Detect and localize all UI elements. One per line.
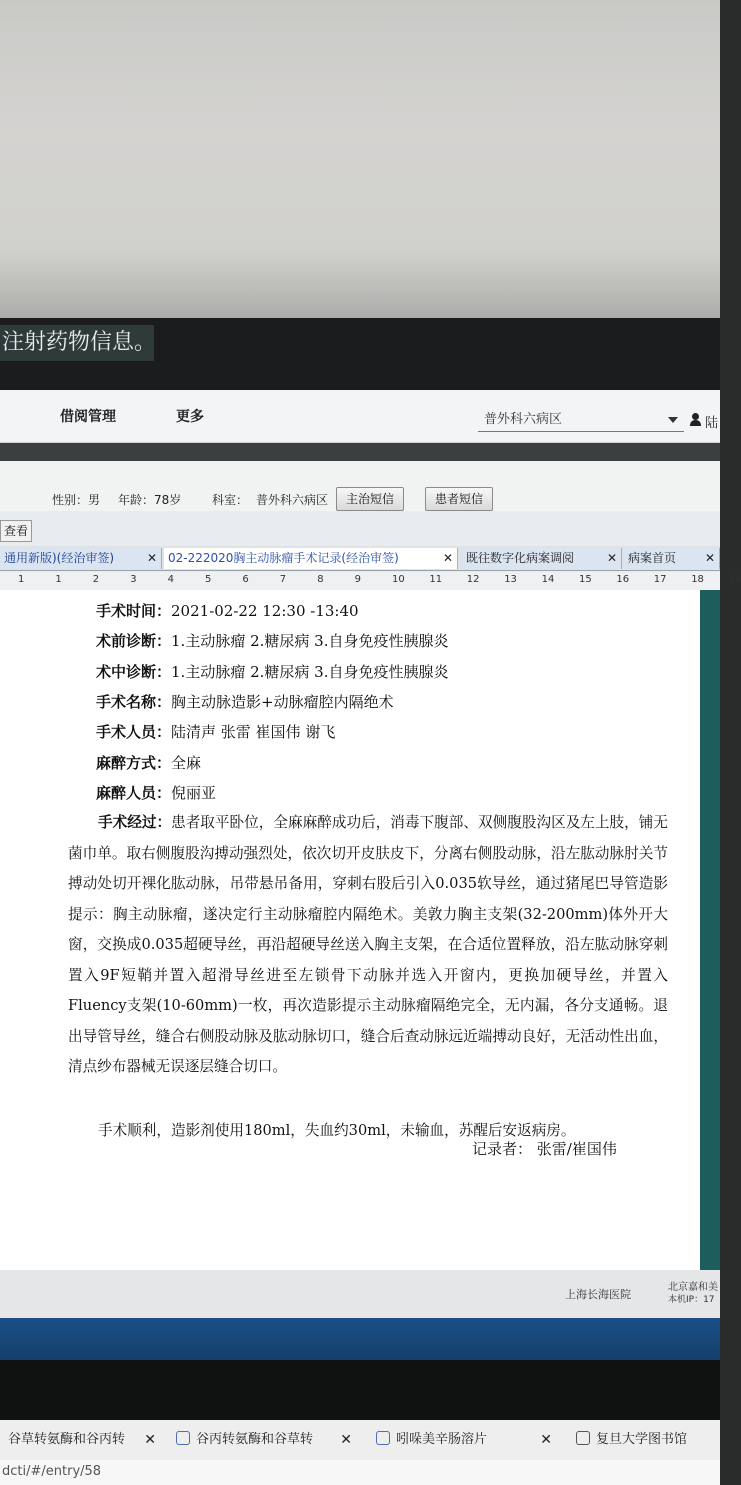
ruler-tick: 5 <box>205 574 212 585</box>
patient-age: 年龄：78岁 <box>118 493 182 507</box>
browser-tab-strip <box>0 1420 720 1460</box>
close-icon[interactable]: ✕ <box>146 551 157 565</box>
ruler-tick: 3 <box>130 574 137 585</box>
tab-digital-archive[interactable] <box>462 548 622 569</box>
ruler-tick: 8 <box>317 574 324 585</box>
tab-label: 通用新版)(经治审签) <box>4 551 115 565</box>
surgery-name-line: 手术名称：胸主动脉造影+动脉瘤腔内隔绝术 <box>96 693 394 711</box>
paw-icon <box>376 1431 390 1445</box>
menu-borrow-management[interactable]: 借阅管理 <box>60 409 116 425</box>
paw-icon <box>176 1431 190 1445</box>
surgery-staff-line: 手术人员：陆清声 张雷 崔国伟 谢飞 <box>96 723 336 741</box>
browser-tab-1[interactable]: 谷草转氨酶和谷丙转 ✕ <box>8 1420 156 1460</box>
ruler-tick: 14 <box>541 574 555 585</box>
wall-shadow <box>0 250 720 322</box>
ruler-tick: 7 <box>279 574 287 585</box>
browser-url-bar[interactable] <box>0 1460 720 1485</box>
anesthesia-staff-line: 麻醉人员：倪丽亚 <box>96 784 217 802</box>
document-page <box>0 590 700 1270</box>
user-name: 陆 <box>705 416 719 431</box>
ruler-tick: 4 <box>167 574 174 585</box>
tab-surgery-record[interactable] <box>164 548 458 569</box>
document-ruler <box>0 572 741 591</box>
recorder-line: 记录者： 张雷/崔国伟 <box>472 1140 617 1158</box>
ruler-tick: 11 <box>429 574 443 585</box>
patient-dept-label: 科室： <box>212 493 249 507</box>
ruler-tick: 18 <box>691 574 704 585</box>
ward-select[interactable] <box>478 408 684 432</box>
preop-diagnosis-line: 术前诊断：1.主动脉瘤 2.糖尿病 3.自身免疫性胰腺炎 <box>96 632 449 650</box>
status-footer <box>0 1270 720 1318</box>
patient-info-bar <box>0 461 720 511</box>
patient-gender: 性别：男 <box>52 493 101 507</box>
user-menu[interactable] <box>692 412 718 431</box>
intraop-diagnosis-line: 术中诊断：1.主动脉瘤 2.糖尿病 3.自身免疫性胰腺炎 <box>96 663 449 681</box>
anesthesia-method-line: 麻醉方式：全麻 <box>96 754 202 772</box>
close-icon[interactable]: ✕ <box>144 1432 156 1448</box>
primary-doctor-sms-button[interactable]: 主治短信 <box>336 487 404 511</box>
phone-bezel <box>0 1360 720 1420</box>
vendor-name: 北京嘉和美 <box>668 1282 718 1293</box>
top-menubar <box>0 390 720 443</box>
close-icon[interactable]: ✕ <box>606 551 617 565</box>
ruler-tick: 1 <box>55 574 62 585</box>
surgery-process-paragraph: 手术经过：患者取平卧位，全麻麻醉成功后，消毒下腹部、双侧腹股沟区及左上肢，铺无菌巾单。取右侧腹股沟搏动强烈处，依次切开皮肤皮下，分离右侧股动脉，沿左肱动脉肘关节搏动处切开裸化肱动脉，吊带悬吊备用，穿刺右股后引入0.035软导丝，通过猪尾巴导管造影提示：胸主动脉瘤，遂决定行主动脉瘤腔内隔绝术。美敦力胸主支架(32-200mm)体外开大窗，交换成0.035超硬导丝，再沿超硬导丝送入胸主支架，在合适位置释放，沿左肱动脉穿刺置入9F短鞘并置入超滑导丝进至左锁骨下动脉并选入开窗内，更换加硬导丝，并置入Fluency支架(10-60mm)一枚，再次造影提示主动脉瘤隔绝完全，无内漏，各分支通畅。退出导管导丝，缝合右侧股动脉及肱动脉切口，缝合后查动脉远近端搏动良好，无活动性出血，清点纱布器械无误逐层缝合切口。 <box>68 814 668 1075</box>
close-icon[interactable]: ✕ <box>540 1432 552 1448</box>
ward-select-value: 普外科六病区 <box>484 412 563 427</box>
surgery-time-line: 手术时间：2021-02-22 12:30 -13:40 <box>96 602 359 620</box>
tab-label: 既往数字化病案调阅 <box>466 551 575 565</box>
notification-toast: 注射药物信息。 <box>0 325 154 361</box>
patient-sms-button[interactable]: 患者短信 <box>425 487 493 511</box>
ruler-tick: 17 <box>653 574 667 585</box>
view-button[interactable]: 查看 <box>0 520 32 542</box>
surgery-summary-paragraph: 手术顺利，造影剂使用180ml，失血约30ml，未输血，苏醒后安返病房。 <box>98 1122 576 1139</box>
host-ip: 本机IP：17 <box>668 1295 715 1305</box>
ruler-tick: 12 <box>466 574 480 585</box>
browser-tab-2[interactable]: 谷丙转氨酶和谷草转 ✕ <box>176 1420 352 1460</box>
monitor-screen <box>0 390 741 1360</box>
patient-dept: 普外科六病区 <box>256 493 329 507</box>
close-icon[interactable]: ✕ <box>442 551 453 565</box>
os-taskbar <box>0 1318 720 1360</box>
ruler-tick: 15 <box>579 574 592 585</box>
document-icon <box>576 1431 590 1445</box>
tab-case-home[interactable] <box>624 548 720 569</box>
chevron-down-icon <box>668 417 678 423</box>
hospital-name: 上海长海医院 <box>565 1288 631 1301</box>
tab-general-record[interactable] <box>0 548 162 569</box>
ruler-tick: 16 <box>616 574 630 585</box>
close-icon[interactable]: ✕ <box>704 551 715 565</box>
ruler-tick: 13 <box>504 574 517 585</box>
user-icon <box>692 413 699 420</box>
ruler-tick: 10 <box>392 574 405 585</box>
tab-label: 02-222020胸主动脉瘤手术记录(经治审签) <box>168 551 399 565</box>
browser-tab-3[interactable]: 吲哚美辛肠溶片 ✕ <box>376 1420 552 1460</box>
url-text: dcti/#/entry/58 <box>2 1464 102 1479</box>
ruler-tick: 1 <box>18 574 25 585</box>
close-icon[interactable]: ✕ <box>340 1432 352 1448</box>
ruler-tick: 6 <box>242 574 249 585</box>
ruler-tick: 9 <box>354 574 361 585</box>
header-divider <box>0 443 720 461</box>
document-tabs <box>0 546 720 571</box>
side-panel <box>700 590 720 1270</box>
menu-more[interactable]: 更多 <box>176 409 204 425</box>
ruler-tick: 19 <box>728 574 741 585</box>
tab-label: 病案首页 <box>628 551 677 565</box>
ruler-tick: 2 <box>92 574 100 585</box>
browser-tab-4[interactable]: 复旦大学图书馆 <box>576 1420 716 1460</box>
